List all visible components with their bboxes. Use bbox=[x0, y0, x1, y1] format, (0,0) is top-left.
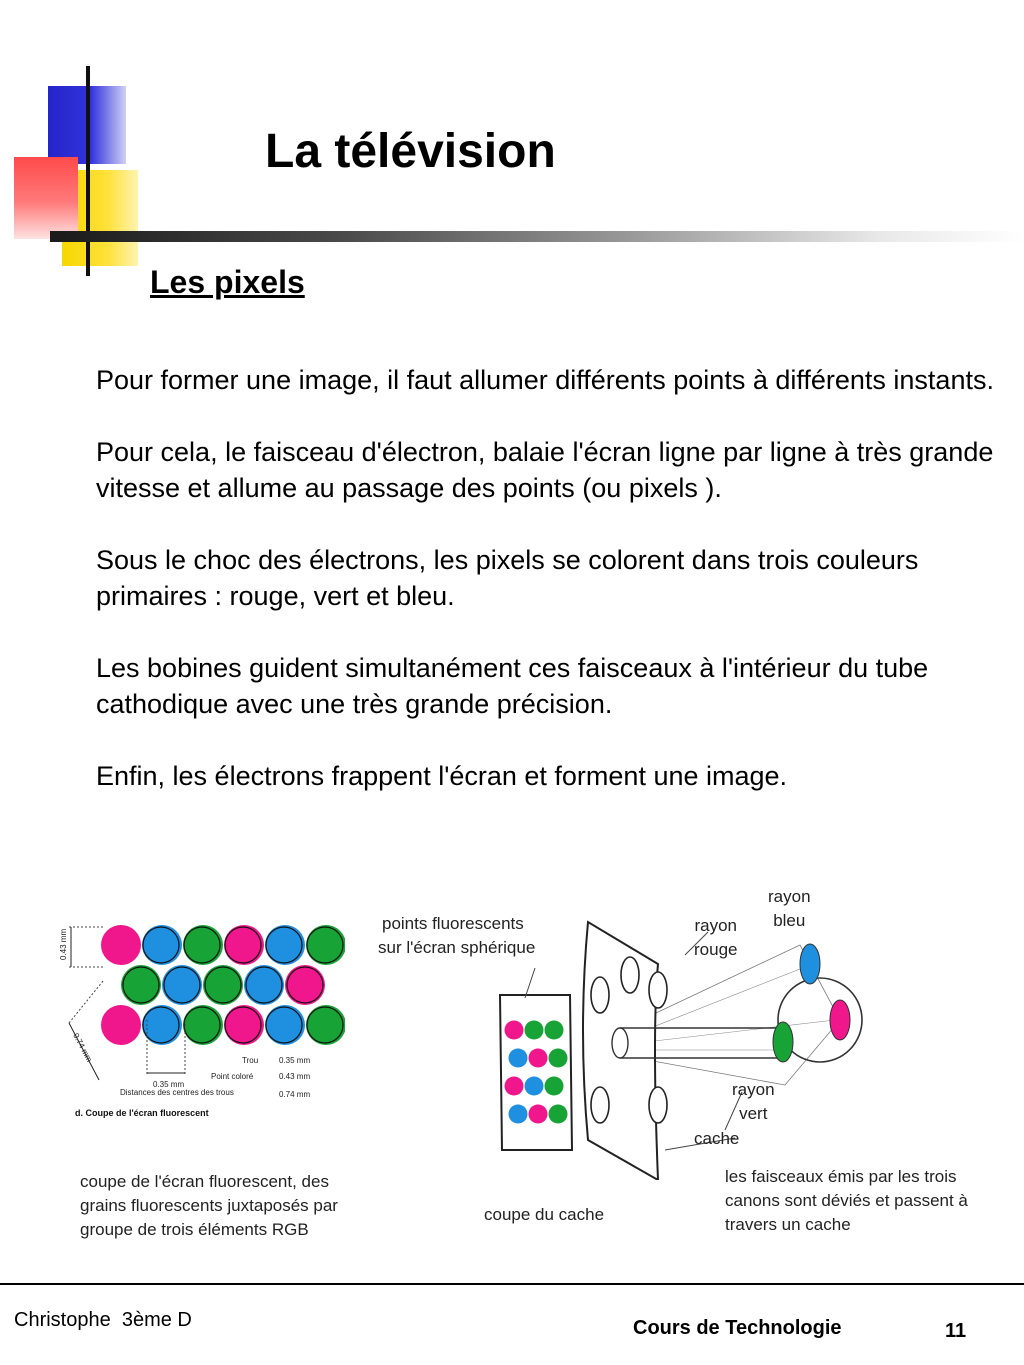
caption-beams bbox=[725, 1165, 968, 1237]
dim-vertical-label: 0.43 mm bbox=[59, 928, 68, 960]
legend-dot-label: Point coloré bbox=[211, 1072, 254, 1081]
phosphor-dot bbox=[265, 1005, 305, 1045]
legend-distance-value: 0.74 mm bbox=[279, 1090, 311, 1099]
label-line: points fluorescents bbox=[382, 914, 524, 933]
phosphor-dot bbox=[203, 965, 243, 1005]
paragraph: Pour cela, le faisceau d'électron, balaie l'écran ligne par ligne à très grande vitesse et allume au passage des points (ou pixels ). bbox=[96, 437, 994, 503]
phosphor-dot bbox=[162, 965, 202, 1005]
screen-phosphor-dot bbox=[525, 1077, 544, 1096]
paragraph: Sous le choc des électrons, les pixels se colorent dans trois couleurs primaires : rouge, vert et bleu. bbox=[96, 545, 919, 611]
legend-dot-value: 0.43 mm bbox=[279, 1072, 311, 1081]
label-line: rayon bbox=[768, 887, 811, 906]
screen-phosphor-dot bbox=[509, 1049, 528, 1068]
body-text bbox=[96, 362, 996, 830]
caption-line: canons sont déviés et passent à bbox=[725, 1191, 968, 1210]
caption-line: coupe de l'écran fluorescent, des bbox=[80, 1172, 329, 1191]
figure-caption-small: d. Coupe de l'écran fluorescent bbox=[75, 1108, 209, 1118]
screen-phosphor-dot bbox=[545, 1077, 564, 1096]
page-number: 11 bbox=[945, 1320, 967, 1342]
footer-course: Cours de Technologie bbox=[633, 1317, 842, 1339]
phosphor-dot bbox=[244, 965, 284, 1005]
label-line: bleu bbox=[773, 911, 806, 930]
legend-distance-label: Distances des centres des trous bbox=[120, 1088, 234, 1097]
section-subtitle: Les pixels bbox=[150, 264, 305, 300]
phosphor-dot bbox=[142, 1005, 182, 1045]
label-line: vert bbox=[739, 1104, 768, 1123]
screen-phosphor-dot bbox=[509, 1105, 528, 1124]
screen-phosphor-dot bbox=[505, 1077, 524, 1096]
phosphor-dot bbox=[265, 925, 305, 965]
legend-hole-label: Trou bbox=[242, 1056, 259, 1065]
legend-hole-value: 0.35 mm bbox=[279, 1056, 311, 1065]
phosphor-dot bbox=[183, 925, 223, 965]
caption-line: les faisceaux émis par les trois bbox=[725, 1167, 957, 1186]
phosphor-dot bbox=[306, 925, 345, 965]
screen-phosphor-dot bbox=[545, 1021, 564, 1040]
label-green-ray bbox=[732, 1078, 775, 1126]
caption-mask: coupe du cache bbox=[484, 1205, 605, 1224]
shadow-mask-diagram bbox=[480, 880, 870, 1180]
phosphor-layout-figure bbox=[55, 915, 345, 1125]
label-points bbox=[378, 912, 536, 960]
phosphor-dot bbox=[142, 925, 182, 965]
label-line: rayon bbox=[732, 1080, 775, 1099]
screen-phosphor-dot bbox=[505, 1021, 524, 1040]
red-gun-dot bbox=[830, 1000, 850, 1040]
paragraph: Enfin, les électrons frappent l'écran et forment une image. bbox=[96, 761, 788, 791]
screen-phosphor-dot bbox=[549, 1105, 568, 1124]
caption-line: grains fluorescents juxtaposés par bbox=[80, 1196, 338, 1215]
caption-line: travers un cache bbox=[725, 1215, 851, 1234]
paragraph: Les bobines guident simultanément ces faisceaux à l'intérieur du tube cathodique avec une très grande précision. bbox=[96, 653, 929, 719]
screen-phosphor-dot bbox=[529, 1049, 548, 1068]
dim-bottom-label: 0.35 mm bbox=[153, 1080, 185, 1089]
phosphor-dot bbox=[306, 1005, 345, 1045]
label-line: rayon bbox=[694, 916, 737, 935]
phosphor-dot bbox=[183, 1005, 223, 1045]
label-mask: cache bbox=[694, 1129, 740, 1148]
red-square bbox=[14, 157, 78, 239]
screen-phosphor-dot bbox=[549, 1049, 568, 1068]
label-blue-ray bbox=[768, 885, 811, 933]
slide-title: La télévision bbox=[265, 125, 556, 178]
label-line: sur l'écran sphérique bbox=[378, 938, 536, 957]
footer-rule bbox=[0, 1283, 1024, 1285]
label-red-ray bbox=[694, 914, 737, 962]
title-underline-bar bbox=[50, 231, 1024, 242]
paragraph: Pour former une image, il faut allumer différents points à différents instants. bbox=[96, 365, 994, 395]
phosphor-dot bbox=[101, 925, 141, 965]
left-caption bbox=[80, 1170, 338, 1242]
footer-author: Christophe 3ème D bbox=[14, 1309, 192, 1331]
phosphor-dot bbox=[224, 1005, 264, 1045]
phosphor-dot bbox=[121, 965, 161, 1005]
caption-line: groupe de trois éléments RGB bbox=[80, 1220, 309, 1239]
vertical-rule bbox=[86, 66, 90, 276]
screen-phosphor-dot bbox=[529, 1105, 548, 1124]
label-line: rouge bbox=[694, 940, 738, 959]
phosphor-dot bbox=[101, 1005, 141, 1045]
green-gun-dot bbox=[773, 1022, 793, 1062]
phosphor-dot bbox=[285, 965, 325, 1005]
phosphor-dot bbox=[224, 925, 264, 965]
blue-gun-dot bbox=[800, 944, 820, 984]
phosphor-dots bbox=[101, 925, 345, 1045]
dim-diagonal-label: 0.74 mm bbox=[71, 1031, 94, 1064]
screen-phosphor-dot bbox=[525, 1021, 544, 1040]
